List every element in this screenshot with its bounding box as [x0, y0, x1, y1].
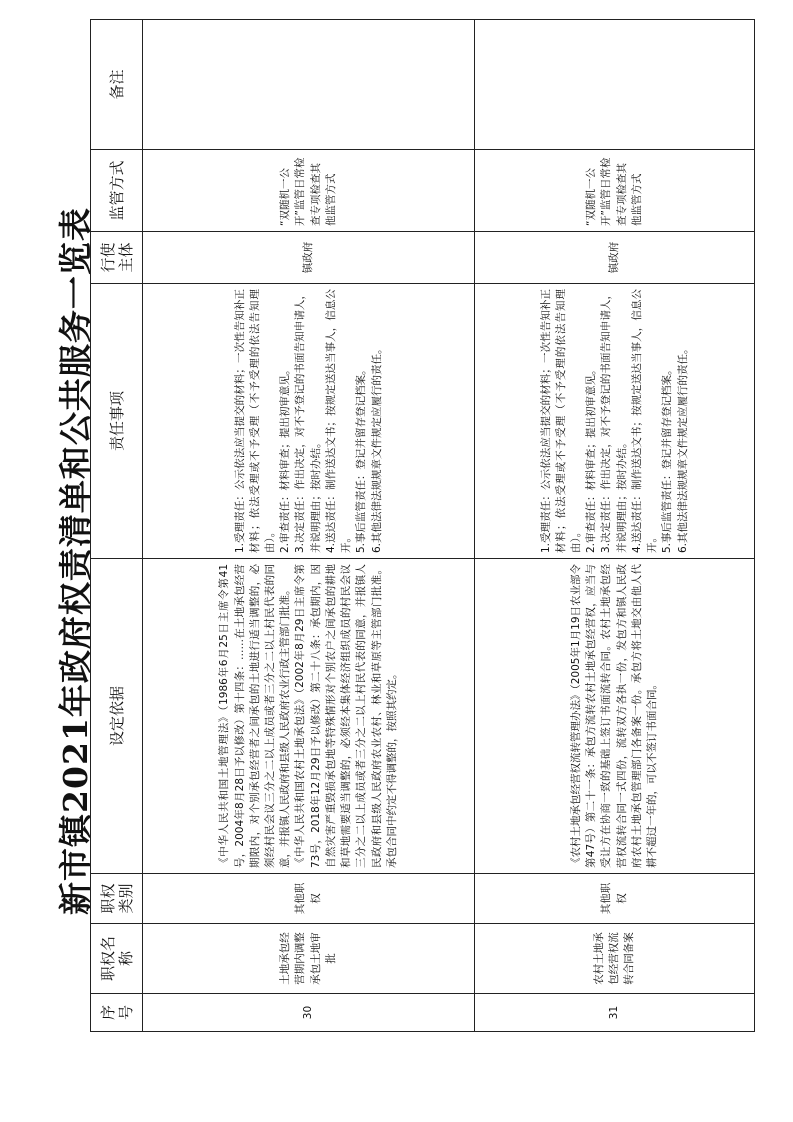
cell-remarks [143, 20, 475, 150]
cell-duties [143, 284, 475, 559]
cell-supervision: “双随机一公开”监管日常检查专项检查其他监管方式 [475, 150, 755, 232]
cell-supervision: “双随机一公开”监管日常检查专项检查其他监管方式 [143, 150, 475, 232]
cell-basis [475, 559, 755, 874]
duty-item: 3.决定责任：作出决定，对不予登记的书面告知申请人，并说明理由；按时办结。 [600, 289, 628, 553]
header-category: 职权类别 [91, 874, 143, 924]
duty-item: 2.审查责任：材料审查；提出初审意见。 [279, 364, 292, 553]
duty-item: 1.受理责任：公示依法应当提交的材料；一次性告知补正材料；依法受理或不予受理（不予受理的依法告知理由）。 [539, 289, 583, 553]
duty-item: 4.送达责任：制作送达文书；按规定送达当事人，信息公开。 [324, 289, 353, 553]
header-name: 职权名称 [91, 924, 143, 994]
header-basis: 设定依据 [91, 559, 143, 874]
basis-paragraph: 《中华人民共和国农村土地承包法》（2002年8月29日主席令第73号，2018年12月29日予以修改）第二十八条：承包期内，因自然灾害严重毁损承包地等特殊情形对个别农户之间承包的耕地和草地需要适当调整的，必须经本集体经济组织成员的村民会议三分之二以上成员或者三分之二以上村民代表的同意，并报镇人民政府和县级人民政府农业农村、林业和草原等主管部门批准。承包合同中约定不得调整的，按照其约定。 [294, 564, 398, 868]
cell-category: 其他职权 [475, 874, 755, 924]
cell-subject: 镇政府 [475, 232, 755, 284]
cell-category: 其他职权 [143, 874, 475, 924]
header-remarks: 备注 [91, 20, 143, 150]
duty-item: 6.其他法律法规规章文件规定应履行的责任。 [370, 343, 383, 553]
header-duties: 责任事项 [91, 284, 143, 559]
duty-item: 2.审查责任：材料审查；提出初审意见。 [585, 364, 598, 553]
cell-remarks [475, 20, 755, 150]
duty-item: 5.事后监管责任：登记并留存登记档案。 [355, 364, 368, 553]
duty-item: 5.事后监管责任：登记并留存登记档案。 [661, 364, 674, 553]
basis-paragraph: 《农村土地承包经营权流转管理办法》（2005年1月19日农业部令第47号）第二十一条：承包方流转农村土地承包经营权，应当与受让方在协商一致的基础上签订书面流转合同。农村土地承包经营权流转合同一式四份，流转双方各执一份，发包方和镇人民政府农村土地承包管理部门各备案一份。承包方将土地交由他人代耕不超过一年的，可以不签订书面合同。 [570, 563, 659, 868]
header-supervision: 监管方式 [91, 150, 143, 232]
cell-seq: 31 [475, 994, 755, 1032]
header-seq: 序号 [91, 994, 143, 1032]
cell-basis [143, 559, 475, 874]
page-title: 新市镇2021年政府权责清单和公共服务一览表 [56, 207, 95, 915]
table-row [143, 20, 475, 1032]
duty-item: 6.其他法律法规规章文件规定应履行的责任。 [676, 343, 689, 553]
duty-item: 1.受理责任：公示依法应当提交的材料；一次性告知补正材料；依法受理或不予受理（不予受理的依法告知理由）。 [233, 289, 277, 553]
duty-item: 3.决定责任：作出决定，对不予登记的书面告知申请人，并说明理由；按时办结。 [294, 289, 322, 553]
table-row [475, 20, 755, 1032]
header-subject: 行使主体 [91, 232, 143, 284]
duty-item: 4.送达责任：制作送达文书；按规定送达当事人，信息公开。 [630, 289, 659, 553]
cell-name: 土地承包经营期内调整承包土地审批 [143, 924, 475, 994]
cell-duties [475, 284, 755, 559]
cell-seq: 30 [143, 994, 475, 1032]
basis-paragraph: 《中华人民共和国土地管理法》（1986年6月25日主席令第41号，2004年8月28日予以修改）第十四条：……在土地承包经营期限内，对个别承包经营者之间承包的土地进行适当调整的，必须经村民会议三分之二以上成员或者三分之二以上村民代表的同意，并报镇人民政府和县级人民政府农业行政主管部门批准。 [218, 564, 292, 868]
table-header-row [91, 20, 143, 1032]
cell-subject: 镇政府 [143, 232, 475, 284]
cell-name: 农村土地承包经营权流转合同备案 [475, 924, 755, 994]
duty-list-table [90, 19, 755, 1032]
